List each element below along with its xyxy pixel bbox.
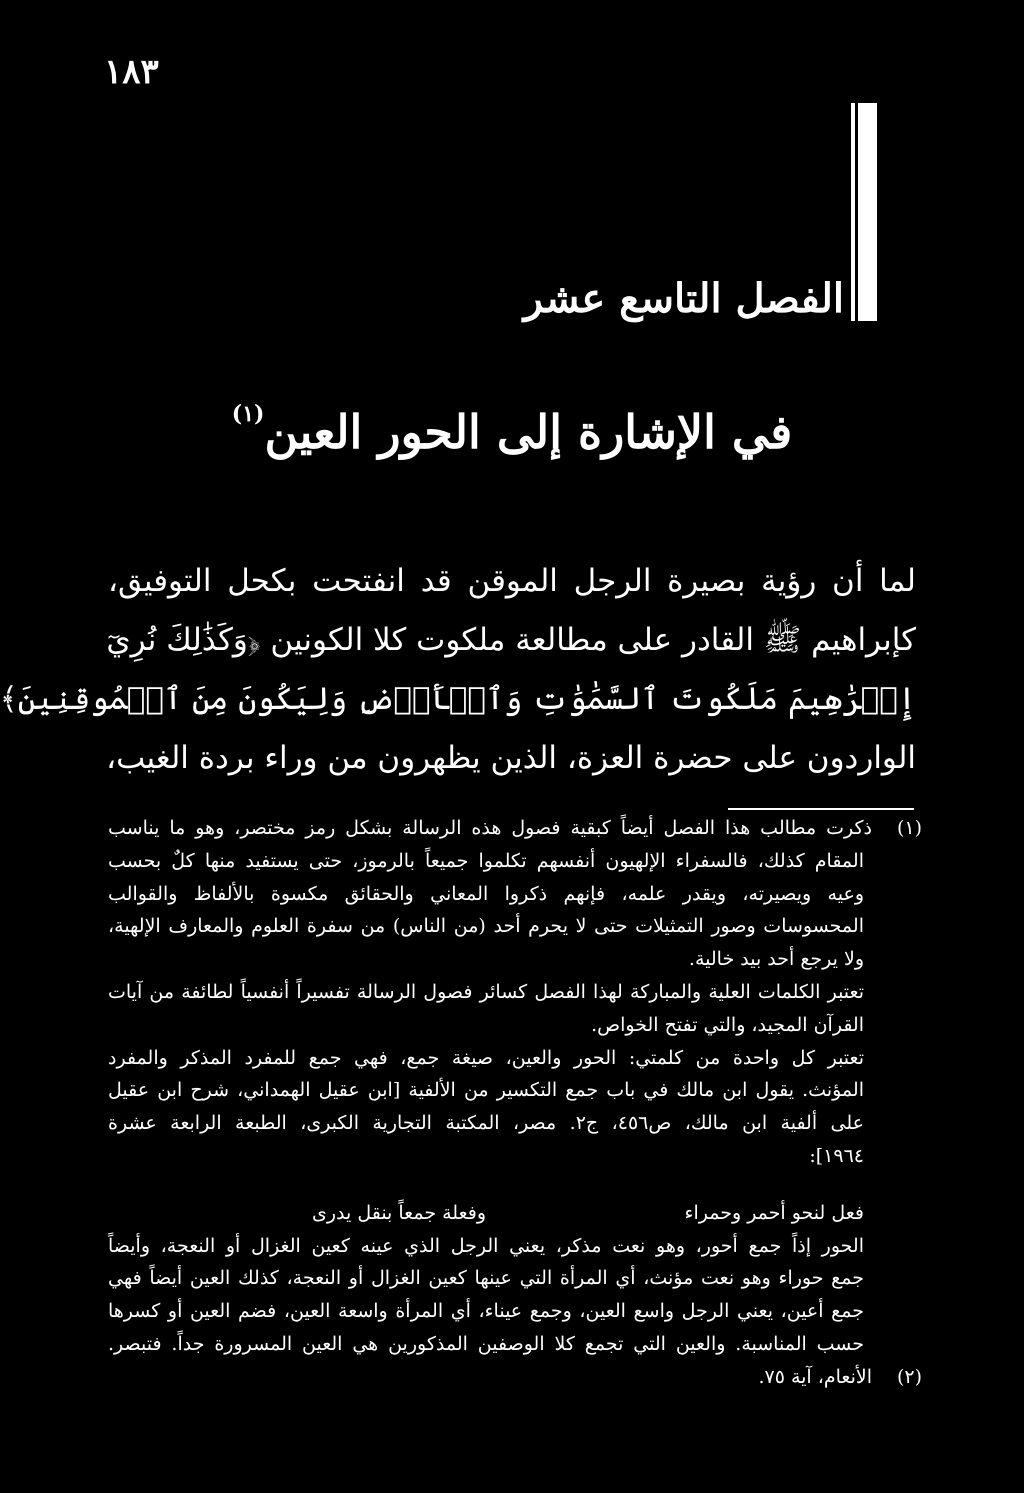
footnote-text: ذكرت مطالب هذا الفصل أيضاً كبقية فصول هذه الرسالة بشكل رمز مختصر، وهو ما يناسب	[108, 817, 872, 839]
body-line	[0, 670, 916, 729]
body-line: لما أن رؤية بصيرة الرجل الموقن قد انفتحت بكحل التوفيق،	[108, 563, 916, 599]
footnote-line: الحور إذاً جمع أحور، وهو نعت مذكر، يعني الرجل الذي عينه كعين الغزال أو النعجة، وأيضاً	[108, 1234, 864, 1257]
footnote-line: القرآن المجيد، والتي تفتح الخواص.	[591, 1013, 864, 1036]
quran-verse: إِبۡرَٰهِيمَ مَلَكُوتَ ٱلسَّمَٰوَٰتِ وَٱلۡأَرۡضِ وَلِيَكُونَ مِنَ ٱلۡمُوقِنِينَ﴾	[0, 681, 916, 717]
poetry-verse	[108, 1197, 922, 1230]
poetry-hemistich: فعل لنحو أحمر وحمراء	[684, 1201, 864, 1224]
body-line: الواردون على حضرة العزة، الذين يظهرون من وراء بردة الغيب،	[106, 740, 916, 776]
section-title-text: في الإشارة إلى الحور العين	[264, 405, 793, 459]
footnote-line: وعيه ويصيرته، ويقدر علمه، فإنهم ذكروا المعاني والحقائق مكسوة بالألفاظ والقوالب	[108, 882, 864, 905]
footnote-line: ولا يرجع أحد بيد خالية.	[688, 948, 864, 971]
footnotes	[108, 812, 922, 1394]
footnote-line: المقام كذلك، فالسفراء الإلهيون أنفسهم تكلموا جميعاً بالرموز، حتى يستفيد منها كلٌ بحسب	[108, 849, 864, 872]
footnote-separator	[728, 808, 914, 810]
body-line: كإبراهيم ﷺ القادر على مطالعة ملكوت كلا الكونين ﴿وَكَذَٰلِكَ نُرِيٓ	[106, 622, 916, 658]
footnote-line: المحسوسات وصور التمثيلات حتى لا يحرم أحد (من الناس) من سفرة العلوم والمعارف الإلهية،	[108, 915, 864, 938]
footnote-marker: (١)	[896, 817, 922, 839]
footnote-marker: (٢)	[896, 1365, 922, 1388]
footnote-line: تعتبر كل واحدة من كلمتي: الحور والعين، صيغة جمع، فهي جمع للمفرد المذكر والمفرد	[108, 1046, 864, 1069]
page-number: ١٨٣	[104, 52, 159, 92]
footnote-line: جمع أعين، يعني الرجل واسع العين، وجمع عيناء، أي المرأة واسعة العين، فضم العين أو كسرها	[108, 1300, 864, 1323]
section-title	[0, 401, 1024, 459]
footnote-text: الأنعام، آية ٧٥.	[758, 1365, 872, 1388]
body-text	[0, 552, 916, 788]
footnote-line	[108, 1361, 922, 1394]
footnote-line: على ألفية ابن مالك، ص٤٥٦، ج٢. مصر، المكتبة التجارية الكبرى، الطبعة الرابعة عشرة	[108, 1112, 865, 1135]
chapter-decoration-bar	[851, 103, 877, 321]
footnote-line: حسب المناسبة. والعين التي تجمع كلا الوصفين المذكورين هي العين المسرورة جداً. فتبصر.	[108, 1332, 864, 1355]
footnote-line	[108, 812, 922, 845]
poetry-hemistich: وفعلة جمعاً بنقل يدرى	[311, 1201, 487, 1224]
section-footnote-ref: (١)	[231, 401, 265, 427]
chapter-title: الفصل التاسع عشر	[523, 275, 844, 322]
footnote-line: ١٩٦٤]:	[809, 1144, 864, 1167]
verse-spacer	[108, 1173, 922, 1197]
footnote-line: تعتبر الكلمات العلية والمباركة لهذا الفصل كسائر فصول الرسالة تفسيراً أنفسياً لطائفة من آيات	[108, 980, 864, 1003]
footnote-line: المؤنث. يقول ابن مالك في باب جمع التكسير من الألفية [ابن عقيل الهمداني، شرح ابن عقيل	[108, 1079, 864, 1102]
footnote-line: جمع حوراء وهو نعت مؤنث، أي المرأة التي عينها كعين الغزال أو النعجة، كذلك العين أيضاً فهي	[108, 1267, 864, 1290]
